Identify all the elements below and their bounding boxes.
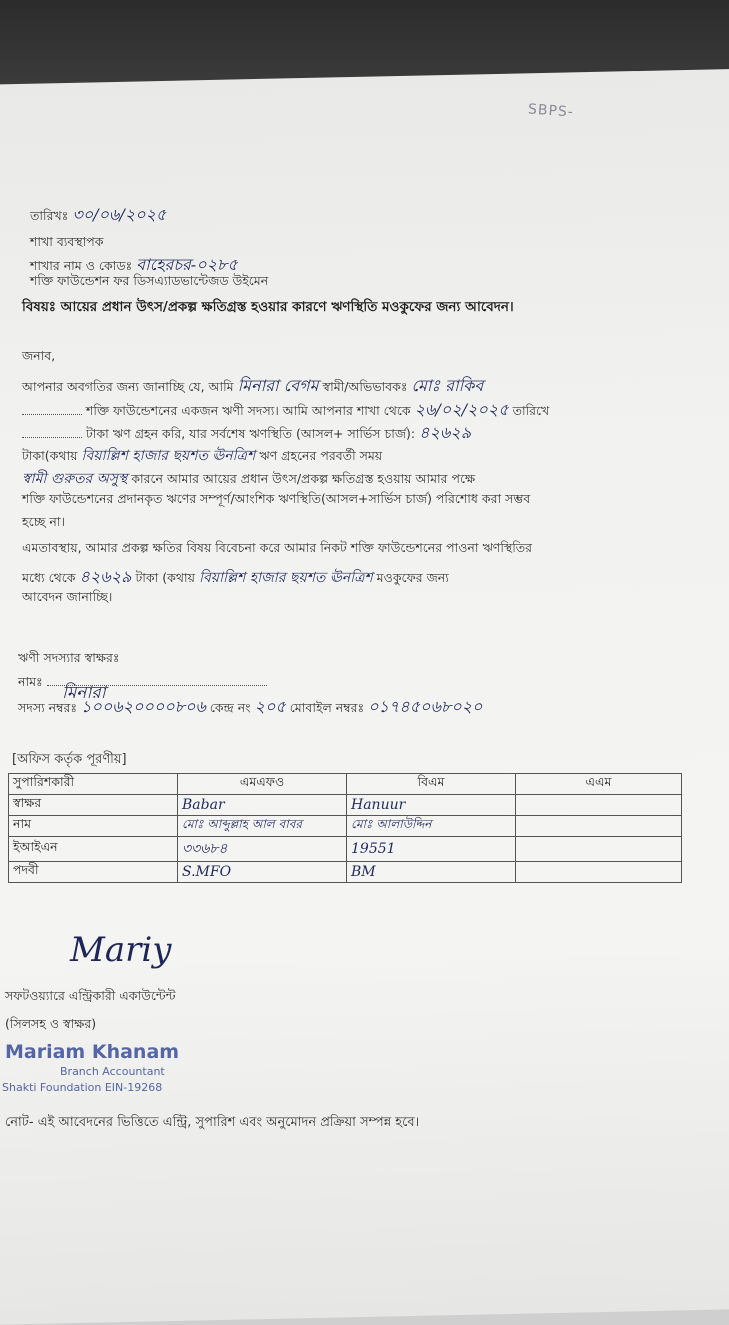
member-number-value: ১০০৬২০০০০৮০৬ bbox=[81, 697, 206, 716]
column-header: বিএম bbox=[347, 774, 516, 795]
table-cell: মোঃ আব্দুল্লাহ আল বাবর bbox=[178, 816, 347, 837]
member-number-label: সদস্য নম্বরঃ bbox=[18, 700, 78, 715]
para1-line1 bbox=[22, 373, 483, 400]
table-cell bbox=[516, 816, 682, 837]
branch-label: শাখার নাম ও কোডঃ bbox=[30, 258, 133, 273]
para2-line3: আবেদন জানাচ্ছি। bbox=[22, 589, 113, 604]
table-cell: 19551 bbox=[347, 837, 516, 862]
p1-text-a: আপনার অবগতির জন্য জানাচ্ছি যে, আমি bbox=[22, 379, 234, 394]
address-line3: শক্তি ফাউন্ডেশন ফর ডিসএ্যাডভান্টেজড উইমেন bbox=[30, 273, 269, 288]
p2-text-b: মধ্যে থেকে bbox=[22, 570, 76, 585]
branch-value: বাহেরচর-০২৮৫ bbox=[136, 255, 238, 274]
row-label: ইআইএন bbox=[9, 837, 178, 862]
loan-balance: ৪২৬২৯ bbox=[419, 423, 472, 442]
member-signature: মিনারা bbox=[62, 683, 106, 703]
table-cell bbox=[516, 795, 682, 816]
column-header: এএম bbox=[516, 774, 682, 795]
p2-text-c: টাকা (কথায় bbox=[135, 570, 195, 585]
address-line1: শাখা ব্যবস্থাপক bbox=[30, 234, 104, 249]
stamp-title: Branch Accountant bbox=[60, 1065, 165, 1078]
accountant-title: সফটওয়্যারে এন্ট্রিকারী একাউন্টেন্ট bbox=[5, 988, 176, 1003]
para2-line2 bbox=[22, 564, 449, 591]
p1-text-e: টাকা ঋণ গ্রহন করি, যার সর্বশেষ ঋণস্থিতি (আসল+ সার্ভিস চার্জ): bbox=[85, 426, 416, 441]
p1-text-g: ঋণ গ্রহনের পরবর্তী সময় bbox=[259, 448, 383, 463]
row-label: পদবী bbox=[9, 862, 178, 883]
table-cell: BM bbox=[347, 862, 516, 883]
table-row bbox=[9, 795, 682, 816]
p1-text-f: টাকা(কথায় bbox=[22, 448, 78, 463]
para2-line1: এমতাবস্থায়, আমার প্রকল্প ক্ষতির বিষয় বিবেচনা করে আমার নিকট শক্তি ফাউন্ডেশনের পাওনা ঋণস্থিতির bbox=[22, 540, 533, 555]
date-row bbox=[30, 202, 166, 229]
waiver-amount: ৪২৬২৯ bbox=[79, 567, 132, 586]
center-label: কেন্দ্র নং bbox=[209, 700, 251, 715]
table-cell: Babar bbox=[178, 795, 347, 816]
table-cell: ৩৩৬৮৪ bbox=[178, 837, 347, 862]
p1-text-c: শক্তি ফাউন্ডেশনের একজন ঋণী সদস্য। আমি আপনার শাখা থেকে bbox=[85, 403, 411, 418]
table-cell bbox=[516, 862, 682, 883]
table-row bbox=[9, 862, 682, 883]
table-row bbox=[9, 774, 682, 795]
table-cell bbox=[516, 837, 682, 862]
loan-date: ২৬/০২/২০২৫ bbox=[414, 400, 509, 419]
stamp-org: Shakti Foundation EIN-19268 bbox=[2, 1081, 163, 1094]
balance-in-words: বিয়াল্লিশ হাজার ছয়শত ঊনত্রিশ bbox=[81, 448, 256, 464]
column-header: এমএফও bbox=[178, 774, 347, 795]
table-cell: Hanuur bbox=[347, 795, 516, 816]
p1-text-h: কারনে আমার আয়ের প্রধান উৎস/প্রকল্প ক্ষতিগ্রস্ত হওয়ায় আমার পক্ষে bbox=[131, 471, 476, 486]
damage-reason: স্বামী গুরুতর অসুস্থ bbox=[22, 471, 128, 487]
salutation: জনাব, bbox=[22, 348, 56, 363]
dots bbox=[22, 437, 82, 438]
date-value: ৩০/০৬/২০২৫ bbox=[72, 205, 167, 224]
waiver-in-words: বিয়াল্লিশ হাজার ছয়শত ঊনত্রিশ bbox=[198, 570, 373, 586]
para1-line7: হচ্ছে না। bbox=[22, 514, 65, 529]
table-row bbox=[9, 837, 682, 862]
row-label: নাম bbox=[9, 816, 178, 837]
p1-text-b: স্বামী/অভিভাবকঃ bbox=[322, 379, 408, 394]
guardian-name: মোঃ রাকিব bbox=[411, 376, 484, 395]
row-label: স্বাক্ষর bbox=[9, 795, 178, 816]
mobile-value: ০১৭৪৫০৬৮০২০ bbox=[368, 697, 483, 716]
para1-line3 bbox=[22, 420, 471, 447]
para1-line4 bbox=[22, 444, 382, 468]
accountant-sub: (সিলসহ ও স্বাক্ষর) bbox=[5, 1016, 97, 1031]
subject-line: বিষয়ঃ আয়ের প্রধান উৎস/প্রকল্প ক্ষতিগ্রস্ত হওয়ার কারণে ঋণস্থিতি মওকুফের জন্য আবেদন। bbox=[22, 299, 514, 315]
top-stamp: SBPS- bbox=[527, 101, 575, 121]
dots bbox=[22, 414, 82, 415]
row-label: সুপারিশকারী bbox=[9, 774, 178, 795]
date-label: তারিখঃ bbox=[30, 208, 69, 223]
table-row bbox=[9, 816, 682, 837]
para1-line5 bbox=[22, 467, 475, 491]
p1-text-d: তারিখে bbox=[512, 403, 550, 418]
stamp-name: Mariam Khanam bbox=[5, 1041, 180, 1063]
office-heading: [অফিস কর্তৃক পূরণীয়] bbox=[12, 752, 127, 767]
applicant-name: মিনারা বেগম bbox=[237, 376, 319, 395]
mobile-label: মোবাইল নম্বরঃ bbox=[289, 700, 365, 715]
office-table bbox=[8, 773, 682, 883]
accountant-signature: Mariy bbox=[70, 930, 172, 970]
p2-text-d: মওকুফের জন্য bbox=[376, 570, 449, 585]
member-name-label: নামঃ bbox=[18, 674, 43, 689]
member-name-row bbox=[18, 674, 267, 694]
center-value: ২০৫ bbox=[254, 697, 286, 716]
footer-note: নোট- এই আবেদনের ভিত্তিতে এন্ট্রি, সুপারিশ এবং অনুমোদন প্রক্রিয়া সম্পন্ন হবে। bbox=[5, 1115, 420, 1130]
member-signature-label: ঋণী সদস্যার স্বাক্ষরঃ bbox=[18, 650, 120, 665]
table-cell: S.MFO bbox=[178, 862, 347, 883]
para1-line6: শক্তি ফাউন্ডেশনের প্রদানকৃত ঋণের সম্পূর্ণ/আংশিক ঋণস্থিতি(আসল+সার্ভিস চার্জ) পরিশোধ করা সম্ভব bbox=[22, 491, 531, 506]
member-number-row bbox=[18, 694, 482, 721]
table-cell: মোঃ আলাউদ্দিন bbox=[347, 816, 516, 837]
